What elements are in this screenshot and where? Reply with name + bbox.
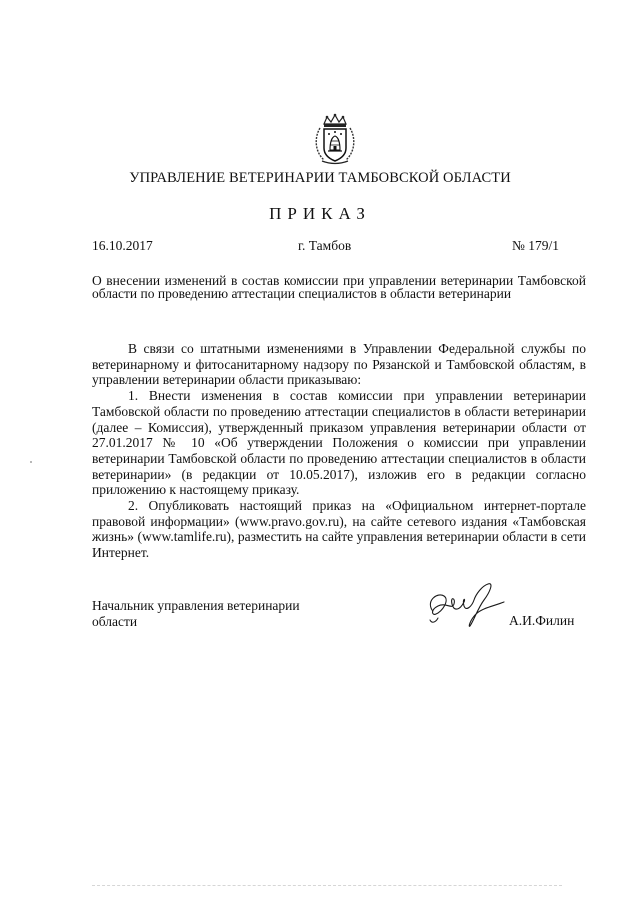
organization-title: УПРАВЛЕНИЕ ВЕТЕРИНАРИИ ТАМБОВСКОЙ ОБЛАСТИ [129, 170, 511, 186]
signatory-position-line-2: области [92, 613, 138, 629]
document-body [92, 341, 586, 561]
document-subject: О внесении изменений в состав комиссии при управлении ветеринарии Тамбовской области по проведению аттестации специалистов в области ветеринарии [92, 273, 586, 301]
page-bottom-artifact [92, 885, 562, 887]
body-item-2: 2. Опубликовать настоящий приказ на «Официальном интернет-портале правовой информации» (www.pravo.gov.ru), на сайте сетевого издания «Тамбовская жизнь» (www.tamlife.ru), разместить на сайте управления ветеринарии области в сети Интернет. [92, 498, 586, 561]
signatory-name: А.И.Филин [509, 613, 575, 628]
handwritten-signature-icon [424, 580, 508, 630]
body-item-1: 1. Внести изменения в состав комиссии при управлении ветеринарии Тамбовской области по проведению аттестации специалистов в области ветеринарии (далее – Комиссия), утвержденный приказом управления ветеринарии области от 27.01.2017 № 10 «Об утверждении Положения о комиссии при управлении ветеринарии Тамбовской области по проведению аттестации специалистов в области ветеринарии» (в редакции от 10.05.2017), изложив его в редакции согласно приложению к настоящему приказу. [92, 388, 586, 498]
body-preamble: В связи со штатными изменениями в Управлении Федеральной службы по ветеринарному и фитосанитарному надзору по Рязанской и Тамбовской областям, в управлении ветеринарии области приказываю: [92, 341, 586, 388]
tambov-coat-of-arms-icon [312, 112, 358, 166]
signatory-position-line-1: Начальник управления ветеринарии [92, 598, 300, 613]
document-date: 16.10.2017 [92, 238, 153, 253]
scan-artifact [30, 461, 32, 463]
document-city: г. Тамбов [298, 238, 352, 253]
document-number: № 179/1 [512, 238, 560, 253]
signatory-position [92, 598, 352, 629]
document-type-title: ПРИКАЗ [269, 204, 371, 223]
